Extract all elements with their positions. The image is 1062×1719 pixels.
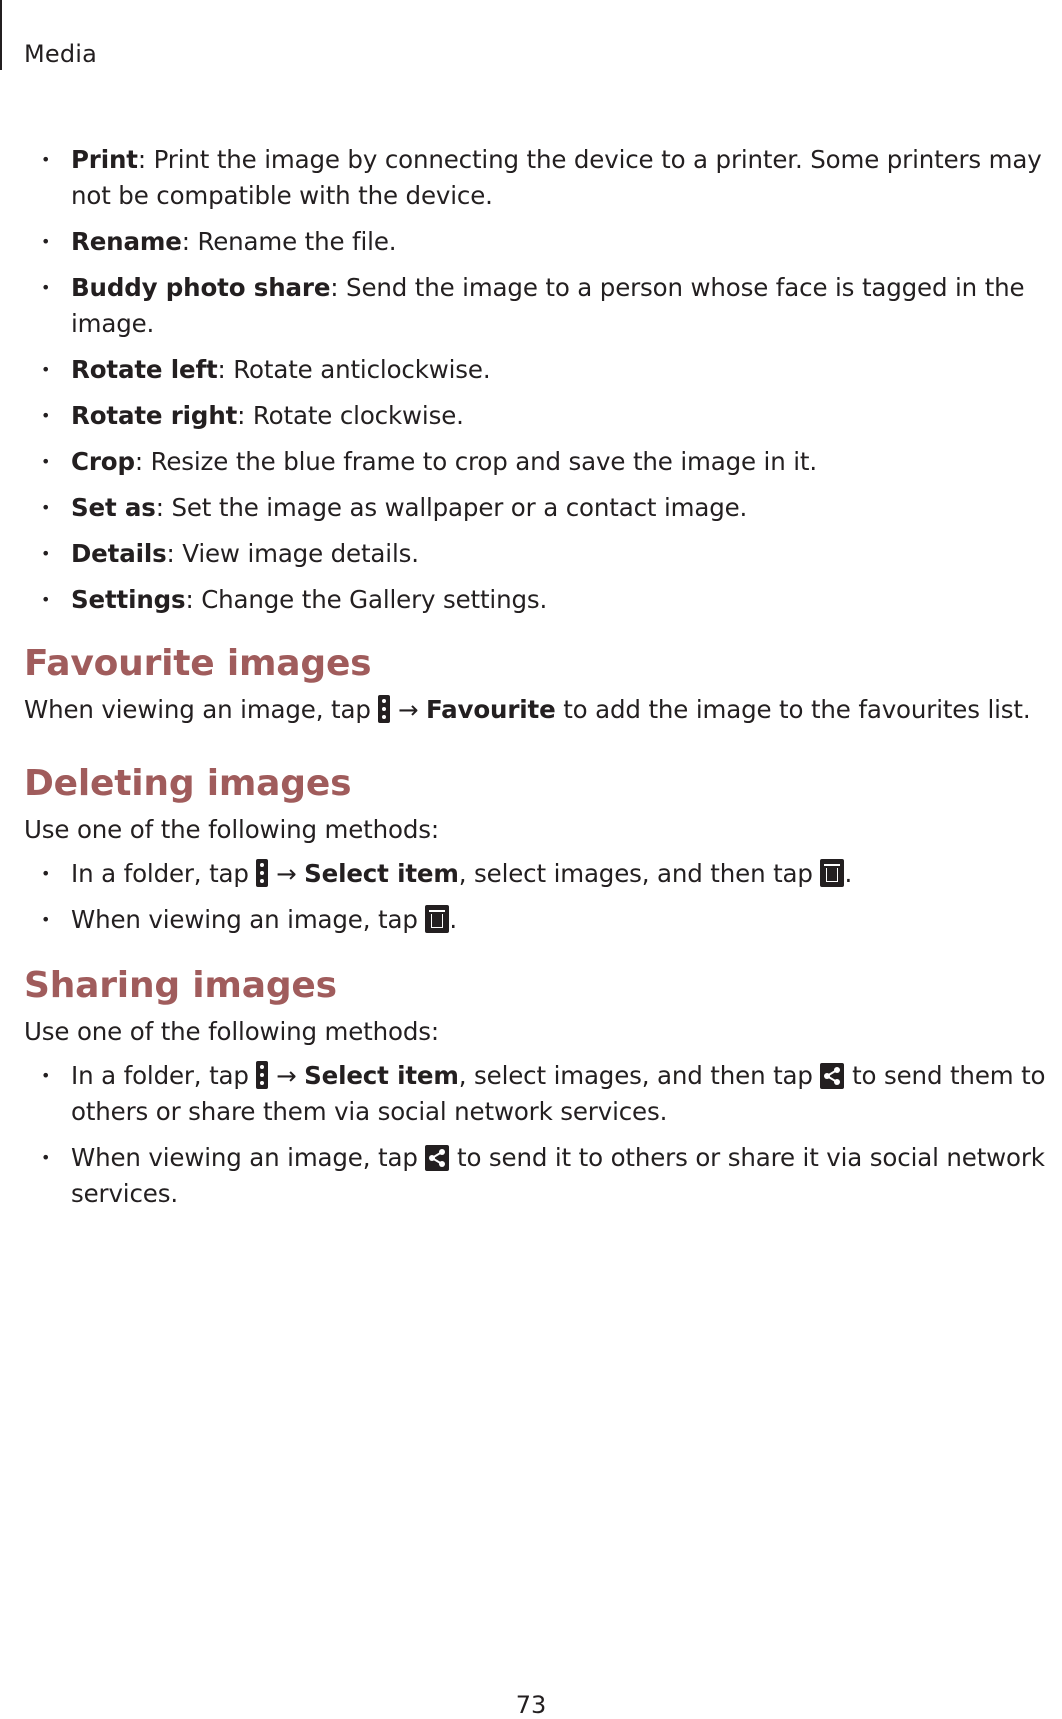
- bullet-dot: •: [41, 590, 51, 609]
- text-segment: to send it to others or share it via social network services.: [71, 1143, 1045, 1208]
- list-item: [24, 1140, 1054, 1212]
- option-term: Rotate left: [71, 355, 218, 384]
- option-term: Settings: [71, 585, 186, 614]
- favourite-instructions: [24, 692, 1054, 728]
- bullet-dot: •: [41, 1148, 51, 1167]
- option-description: : Rotate clockwise.: [237, 401, 464, 430]
- option-term: Print: [71, 145, 138, 174]
- deleting-images-heading: Deleting images: [24, 763, 352, 804]
- header-rule: [0, 0, 2, 70]
- favourite-images-heading: Favourite images: [24, 643, 372, 684]
- text-segment: , select images, and then tap: [458, 859, 821, 888]
- option-description: : Set the image as wallpaper or a contact image.: [155, 493, 748, 522]
- text-segment: When viewing an image, tap: [71, 905, 426, 934]
- text-segment: to add the image to the favourites list.: [555, 695, 1031, 724]
- sharing-intro: Use one of the following methods:: [24, 1017, 439, 1046]
- option-term: Details: [71, 539, 167, 568]
- trash-icon: [425, 905, 449, 933]
- list-item: [24, 490, 1054, 526]
- list-item: [24, 224, 1054, 260]
- arrow-text: →: [390, 695, 427, 724]
- option-term: Buddy photo share: [71, 273, 331, 302]
- bullet-dot: •: [41, 452, 51, 471]
- option-term: Rotate right: [71, 401, 238, 430]
- text-segment: to send them to others or share them via social network services.: [71, 1061, 1046, 1126]
- text-segment: .: [449, 905, 457, 934]
- option-description: : Rotate anticlockwise.: [217, 355, 491, 384]
- deleting-intro: Use one of the following methods:: [24, 815, 439, 844]
- options-list: [24, 142, 1054, 618]
- option-term: Set as: [71, 493, 156, 522]
- page-number: 73: [515, 1691, 547, 1719]
- section-header: Media: [24, 40, 98, 68]
- option-description: : Print the image by connecting the device to a printer. Some printers may not be compatible with the device.: [71, 145, 1042, 210]
- option-description: : Change the Gallery settings.: [185, 585, 548, 614]
- list-item: [24, 270, 1054, 342]
- bullet-dot: •: [41, 1066, 51, 1085]
- share-icon: [425, 1145, 449, 1171]
- list-item: [24, 902, 1054, 938]
- bullet-dot: •: [41, 544, 51, 563]
- share-icon: [820, 1063, 844, 1089]
- bullet-dot: •: [41, 360, 51, 379]
- menu-term: Select item: [304, 859, 459, 888]
- more-options-icon: [256, 1061, 268, 1089]
- trash-icon: [820, 859, 844, 887]
- option-description: : Rename the file.: [181, 227, 397, 256]
- arrow-text: →: [268, 1061, 305, 1090]
- list-item: [24, 536, 1054, 572]
- list-item: [24, 856, 1054, 892]
- text-segment: , select images, and then tap: [458, 1061, 821, 1090]
- text-segment: When viewing an image, tap: [71, 1143, 426, 1172]
- bullet-dot: •: [41, 406, 51, 425]
- option-description: : Resize the blue frame to crop and save the image in it.: [134, 447, 817, 476]
- bullet-dot: •: [41, 498, 51, 517]
- list-item: [24, 352, 1054, 388]
- text-segment: .: [844, 859, 853, 888]
- list-item: [24, 444, 1054, 480]
- option-description: : Send the image to a person whose face is tagged in the image.: [71, 273, 1025, 338]
- arrow-text: →: [268, 859, 305, 888]
- sharing-methods-list: [24, 1058, 1054, 1212]
- text-segment: In a folder, tap: [71, 1061, 257, 1090]
- bullet-dot: •: [41, 150, 51, 169]
- list-item: [24, 142, 1054, 214]
- text-segment: In a folder, tap: [71, 859, 257, 888]
- option-term: Crop: [71, 447, 135, 476]
- page-content: [24, 142, 1054, 1222]
- bullet-dot: •: [41, 864, 51, 883]
- list-item: [24, 398, 1054, 434]
- menu-term: Select item: [304, 1061, 459, 1090]
- list-item: [24, 1058, 1054, 1130]
- deleting-methods-list: [24, 856, 1054, 938]
- option-description: : View image details.: [166, 539, 419, 568]
- bullet-dot: •: [41, 278, 51, 297]
- more-options-icon: [256, 859, 268, 887]
- sharing-images-heading: Sharing images: [24, 965, 337, 1006]
- bullet-dot: •: [41, 232, 51, 251]
- more-options-icon: [378, 695, 390, 723]
- text-segment: When viewing an image, tap: [24, 695, 379, 724]
- bullet-dot: •: [41, 910, 51, 929]
- option-term: Rename: [71, 227, 182, 256]
- list-item: [24, 582, 1054, 618]
- menu-term: Favourite: [426, 695, 556, 724]
